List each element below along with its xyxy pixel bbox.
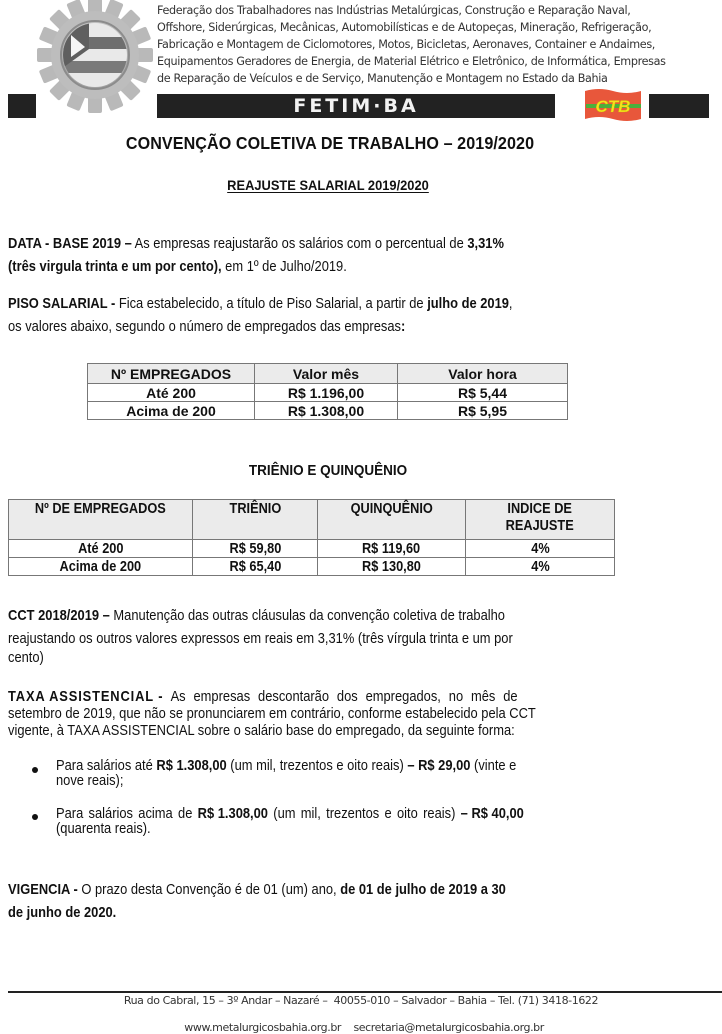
taxa-paragraph [8, 688, 656, 739]
table-cell: R$ 5,95 [398, 402, 568, 420]
taxa-text: vigente, à TAXA ASSISTENCIAL sobre o salário base do empregado, da seguinte forma: [8, 722, 515, 739]
header-text: REAJUSTE [505, 518, 575, 534]
footer-contacts [0, 1008, 722, 1034]
org-name: FETIM·BA [293, 95, 419, 117]
cell-text: R$ 130,80 [362, 558, 421, 575]
cell-text: Até 200 [77, 540, 124, 557]
piso-colon: : [400, 318, 406, 335]
cct-label: CCT 2018/2019 – [8, 607, 110, 624]
taxa-bullet-item [56, 806, 704, 836]
taxa-text: As empresas descontarão dos empregados, no mês de [163, 688, 518, 705]
trienio-section-title: TRIÊNIO E QUINQUÊNIO [248, 462, 408, 479]
bullet-fee: – R$ 29,00 [407, 757, 471, 774]
cell-text: 4% [530, 540, 550, 557]
table-header-cell: Valor mês [255, 364, 398, 384]
table-row [9, 558, 615, 576]
gear-icon [33, 0, 157, 115]
header-text: Nº DE EMPREGADOS [35, 501, 166, 517]
piso-paragraph [8, 292, 656, 338]
federation-text-line: Fabricação e Montagem de Ciclomotores, Motos, Bicicletas, Aeronaves, Container e Andaimes, [157, 38, 656, 51]
table-cell [193, 558, 318, 576]
piso-comma: , [508, 295, 513, 312]
document-subtitle: REAJUSTE SALARIAL 2019/2020 [227, 177, 429, 193]
footer-address: Rua do Cabral, 15 – 3º Andar – Nazaré – 40055-010 – Salvador – Bahia – Tel. (71) 3418-1622 [123, 994, 599, 1007]
bullet-text: nove reais); [56, 772, 124, 789]
table-row [88, 384, 568, 402]
footer-divider [8, 991, 722, 993]
trienio-quinquenio-table [8, 499, 615, 576]
svg-text:CTB: CTB [595, 97, 631, 116]
piso-label: PISO SALARIAL - [8, 295, 116, 312]
data-base-date: em 1º de Julho/2019. [221, 258, 347, 275]
table-header-row [88, 364, 568, 384]
bullet-text: Para salários até [56, 757, 157, 774]
bullet-icon [32, 767, 38, 773]
ctb-logo [583, 87, 643, 125]
data-base-text: As empresas reajustarão os salários com o percentual de [131, 235, 468, 252]
cell-text: 4% [530, 558, 550, 575]
table-cell [9, 540, 193, 558]
table-row [88, 402, 568, 420]
table-header-cell: Valor hora [398, 364, 568, 384]
footer-website[interactable]: www.metalurgicosbahia.org.br [184, 1021, 342, 1034]
cell-text: R$ 59,80 [229, 540, 281, 557]
header-band-left [8, 94, 36, 118]
table-header-cell: Nº EMPREGADOS [88, 364, 255, 384]
federation-text-line: de Reparação de Veículos e de Serviço, Manutenção e Montagem no Estado da Bahia [157, 72, 608, 85]
cell-text: Acima de 200 [59, 558, 142, 575]
header-band-right [649, 94, 709, 118]
table-cell: Acima de 200 [88, 402, 255, 420]
piso-salarial-table [87, 363, 568, 420]
vigencia-text: O prazo desta Convenção é de 01 (um) ano, [77, 881, 341, 898]
header-text: TRIÊNIO [229, 501, 281, 517]
bullet-text: (um mil, trezentos e oito reais) [267, 805, 461, 822]
table-header-cell [193, 500, 318, 540]
taxa-text: setembro de 2019, que não se pronunciarem em contrário, conforme estabelecido pela CCT [8, 705, 536, 722]
piso-date: julho de 2019 [427, 295, 509, 312]
bullet-amount: R$ 1.308,00 [156, 757, 227, 774]
piso-text-2: os valores abaixo, segundo o número de empregados das empresas [8, 318, 401, 335]
federation-text-line: Equipamentos Geradores de Energia, de Material Elétrico e Eletrônico, de Informática, Empresas [157, 55, 666, 68]
table-cell [193, 540, 318, 558]
table-cell: Até 200 [88, 384, 255, 402]
table-cell [318, 558, 466, 576]
footer-email[interactable]: secretaria@metalurgicosbahia.org.br [353, 1021, 544, 1034]
data-base-percent: 3,31% [467, 235, 504, 252]
table-cell: R$ 1.196,00 [255, 384, 398, 402]
table-row [9, 540, 615, 558]
federation-text-line: Federação dos Trabalhadores nas Indústrias Metalúrgicas, Construção e Reparação Naval, [157, 4, 631, 17]
cell-text: R$ 119,60 [362, 540, 421, 557]
cell-text: R$ 65,40 [229, 558, 281, 575]
vigencia-paragraph [8, 878, 656, 924]
ctb-flag-icon [583, 87, 643, 125]
cct-text: cento) [8, 649, 44, 666]
data-base-paragraph [8, 232, 656, 278]
table-cell: R$ 5,44 [398, 384, 568, 402]
cct-paragraph [8, 604, 656, 673]
bullet-amount: R$ 1.308,00 [197, 805, 268, 822]
bullet-fee: – R$ 40,00 [460, 805, 524, 822]
data-base-percent-words: (três virgula trinta e um por cento), [8, 258, 222, 275]
table-cell [318, 540, 466, 558]
piso-text: Fica estabelecido, a título de Piso Salarial, a partir de [115, 295, 428, 312]
table-header-cell [9, 500, 193, 540]
fetim-gear-logo [33, 0, 157, 115]
table-cell: R$ 1.308,00 [255, 402, 398, 420]
header-band-main [157, 94, 555, 118]
cct-text: reajustando os outros valores expressos em reais em 3,31% (três vírgula trinta e um por [8, 630, 513, 647]
federation-text-line: Offshore, Siderúrgicas, Mecânicas, Automobilísticas e de Autopeças, Mineração, Refrigeração, [157, 21, 652, 34]
vigencia-period: de junho de 2020. [8, 904, 117, 921]
cct-text: Manutenção das outras cláusulas da convenção coletiva de trabalho [109, 607, 505, 624]
table-cell [466, 558, 615, 576]
vigencia-period: de 01 de julho de 2019 a 30 [340, 881, 506, 898]
data-base-label: DATA - BASE 2019 – [8, 235, 132, 252]
vigencia-label: VIGENCIA - [8, 881, 78, 898]
bullet-icon [32, 814, 38, 820]
table-header-cell [466, 500, 615, 540]
taxa-label: TAXA ASSISTENCIAL - [8, 688, 164, 705]
table-header-cell [318, 500, 466, 540]
table-cell [9, 558, 193, 576]
taxa-bullet-item [56, 758, 704, 788]
header-text: QUINQUÊNIO [350, 501, 433, 517]
bullet-text: Para salários acima de [56, 805, 198, 822]
bullet-text: (quarenta reais). [56, 820, 151, 837]
document-title: CONVENÇÃO COLETIVA DE TRABALHO – 2019/2020 [125, 133, 535, 153]
bullet-text: (um mil, trezentos e oito reais) [226, 757, 408, 774]
footer-spacer [341, 1021, 353, 1034]
table-header-row [9, 500, 615, 540]
header-text: INDICE DE [507, 501, 573, 517]
bullet-text: (vinte e [470, 757, 517, 774]
table-cell [466, 540, 615, 558]
